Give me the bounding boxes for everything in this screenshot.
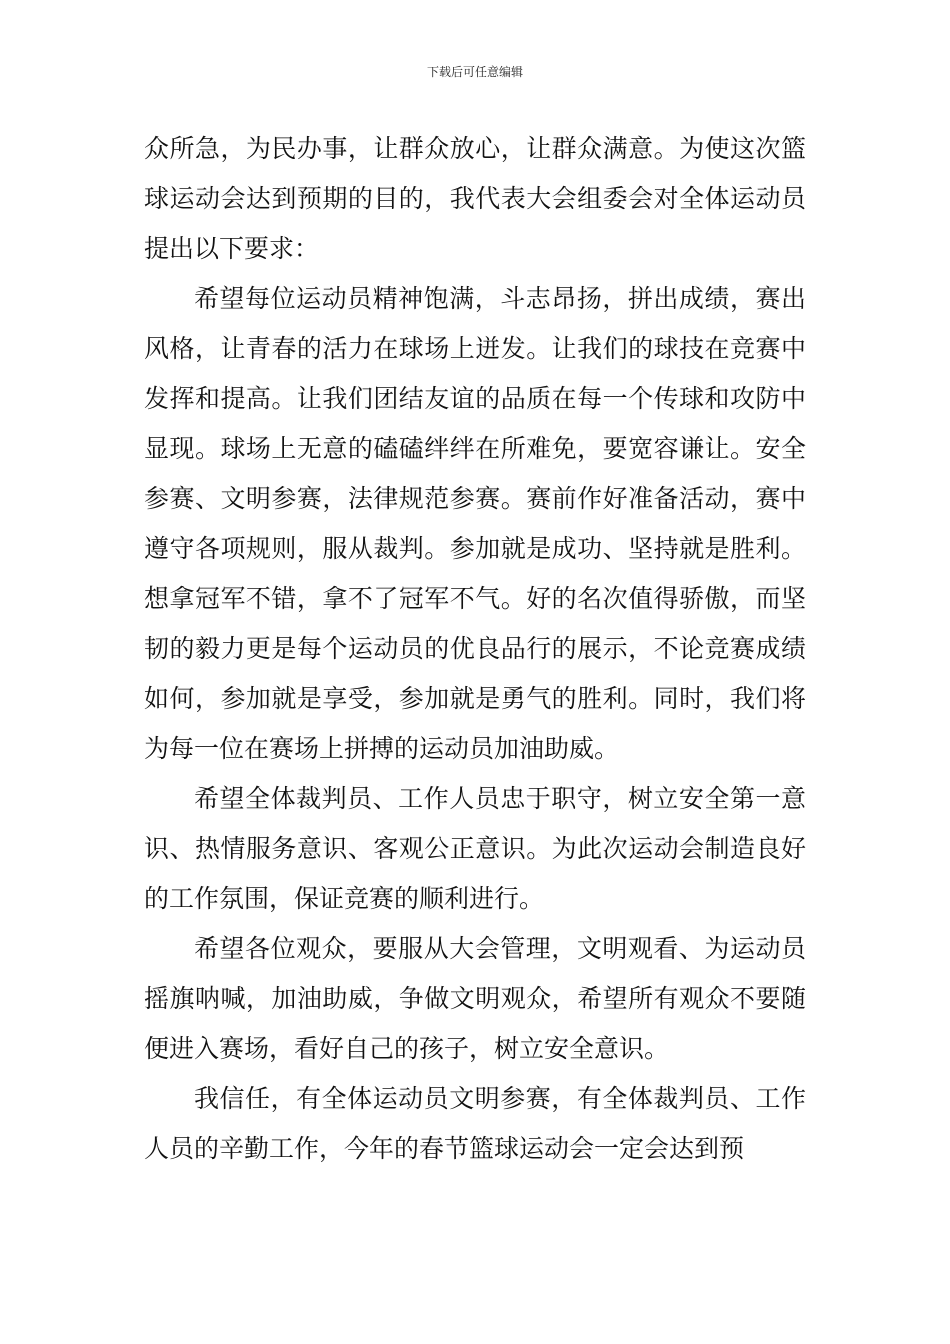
paragraph-athletes: 希望每位运动员精神饱满，斗志昂扬，拼出成绩，赛出风格，让青春的活力在球场上迸发。让我们的球技在竞赛中发挥和提高。让我们团结友谊的品质在每一个传球和攻防中显现。球场上无意的磕磕绊绊在所难免，要宽容谦让。安全参赛、文明参赛，法律规范参赛。赛前作好准备活动，赛中遵守各项规则，服从裁判。参加就是成功、坚持就是胜利。想拿冠军不错，拿不了冠军不气。好的名次值得骄傲，而坚韧的毅力更是每个运动员的优良品行的展示，不论竞赛成绩如何，参加就是享受，参加就是勇气的胜利。同时，我们将为每一位在赛场上拼搏的运动员加油助威。 [144, 284, 806, 763]
page-header: 下载后可任意编辑 [426, 65, 523, 79]
document-body [144, 124, 806, 1174]
paragraph-continuation: 众所急，为民办事，让群众放心，让群众满意。为使这次篮球运动会达到预期的目的，我代表大会组委会对全体运动员提出以下要求： [144, 134, 806, 263]
paragraph-referees: 希望全体裁判员、工作人员忠于职守，树立安全第一意识、热情服务意识、客观公正意识。为此次运动会制造良好的工作氛围，保证竞赛的顺利进行。 [144, 784, 806, 913]
paragraph-closing: 我信任，有全体运动员文明参赛，有全体裁判员、工作人员的辛勤工作，今年的春节篮球运动会一定会达到预 [144, 1084, 806, 1163]
paragraph-audience: 希望各位观众，要服从大会管理，文明观看、为运动员摇旗呐喊，加油助威，争做文明观众，希望所有观众不要随便进入赛场，看好自己的孩子，树立安全意识。 [144, 934, 806, 1063]
